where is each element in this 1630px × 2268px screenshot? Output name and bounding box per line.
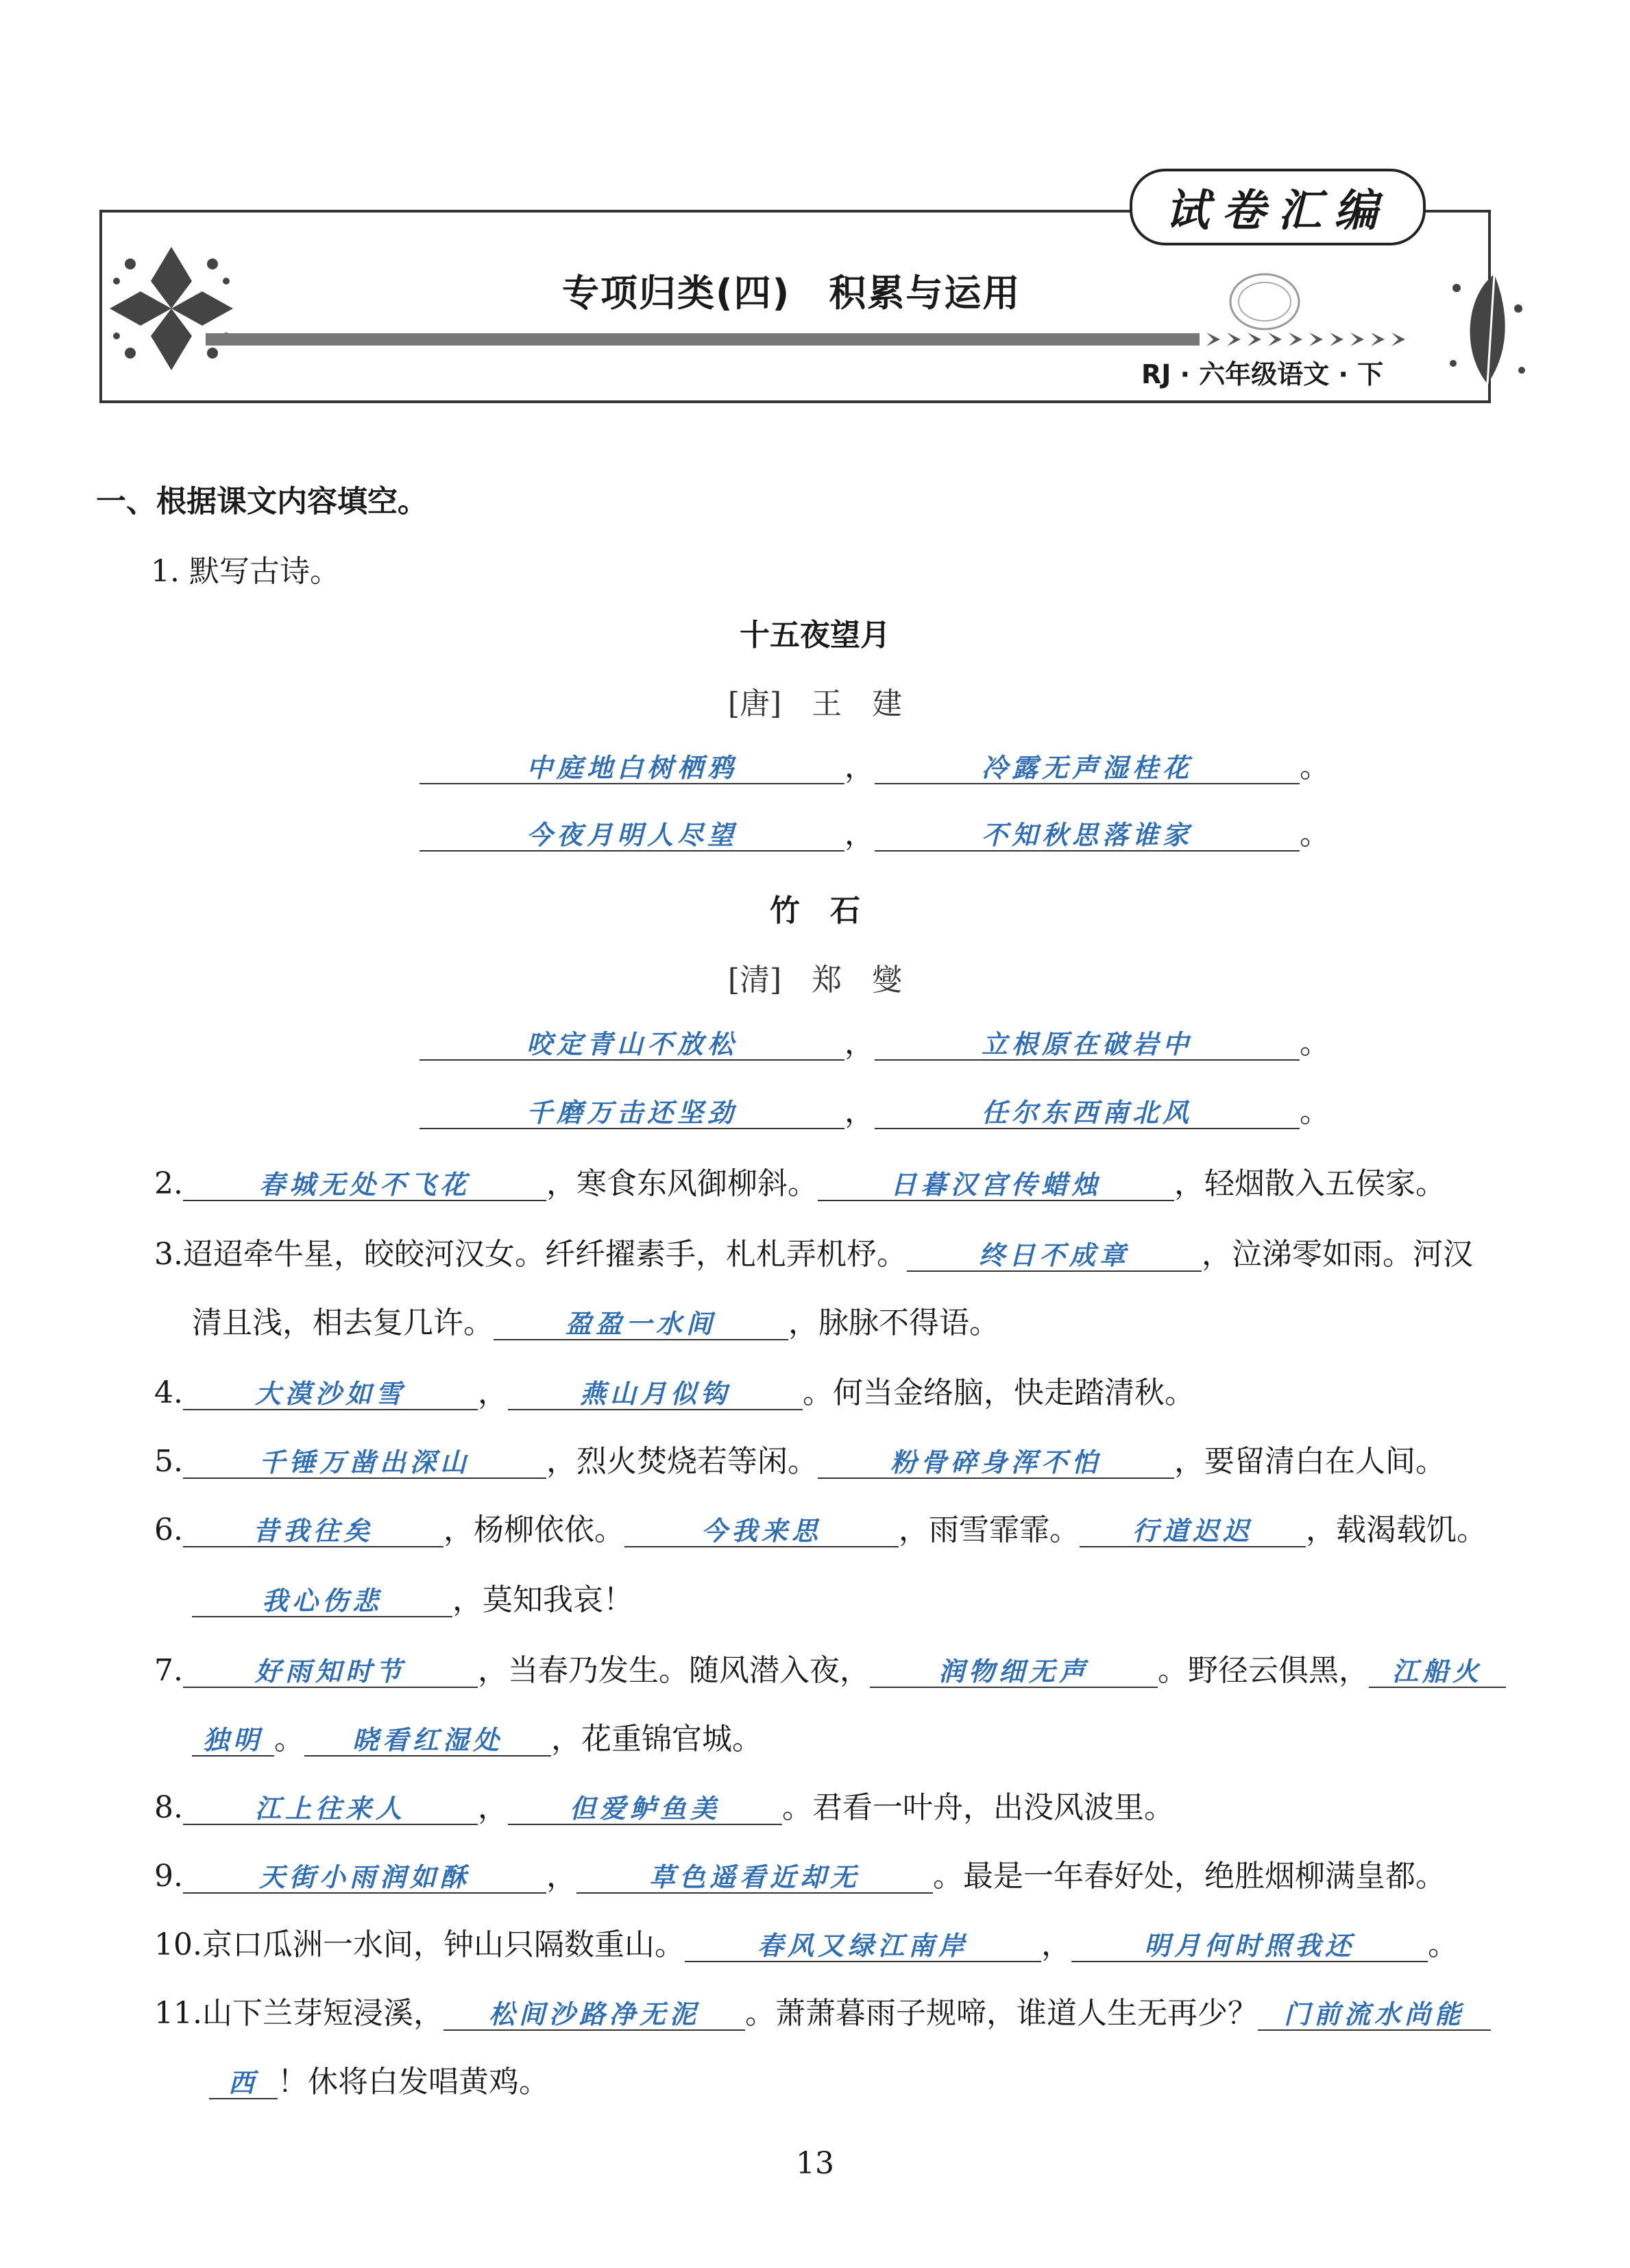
answer-blank[interactable]: 日暮汉宫传蜡烛 xyxy=(818,1171,1174,1201)
answer-blank[interactable]: 千锤万凿出深山 xyxy=(183,1449,546,1479)
stamp-icon xyxy=(1227,271,1302,333)
answer-blank[interactable]: 立根原在破岩中 xyxy=(875,1030,1300,1061)
answer-blank[interactable]: 江上往来人 xyxy=(183,1795,478,1825)
poem1-line1: 中庭地白树栖鸦 ， 冷露无声湿桂花 。 xyxy=(419,742,1330,786)
question-7-line2: 独明 。 晓看红湿处 ，花重锦官城。 xyxy=(192,1714,762,1758)
answer-blank[interactable]: 粉骨碎身浑不怕 xyxy=(818,1449,1174,1479)
page-title: 专项归类(四) 积累与运用 xyxy=(562,272,1021,315)
question-11-line2: 西 ！休将白发唱黄鸡。 xyxy=(209,2057,549,2101)
question-9: 9. 天街小雨润如酥 ， 草色遥看近却无 。最是一年春好处，绝胜烟柳满皇都。 xyxy=(154,1859,1446,1894)
answer-blank[interactable]: 独明 xyxy=(192,1726,274,1757)
answer-blank[interactable]: 千磨万击还坚劲 xyxy=(419,1099,844,1129)
answer-blank[interactable]: 草色遥看近却无 xyxy=(576,1863,933,1894)
grade-subtitle: RJ · 六年级语文 · 下 xyxy=(1141,359,1384,389)
snowflake-ornament-icon xyxy=(103,233,240,384)
answer-blank[interactable]: 咬定青山不放松 xyxy=(419,1030,844,1061)
question-4: 4. 大漠沙如雪 ， 燕山月似钩 。何当金络脑，快走踏清秋。 xyxy=(154,1375,1195,1410)
answer-blank[interactable]: 江船火 xyxy=(1369,1658,1506,1688)
poem1-title: 十五夜望月 xyxy=(740,618,890,653)
poem2-author: [清] 郑 燮 xyxy=(727,963,903,998)
answer-blank[interactable]: 今我来思 xyxy=(624,1517,899,1547)
answer-blank[interactable]: 天街小雨润如酥 xyxy=(183,1863,546,1894)
answer-blank[interactable]: 大漠沙如雪 xyxy=(183,1380,478,1410)
question-3-line2: 清且浅，相去复几许。 盈盈一水间 ，脉脉不得语。 xyxy=(192,1305,999,1340)
answer-blank[interactable]: 春风又绿江南岸 xyxy=(685,1932,1041,1962)
answer-blank[interactable]: 冷露无声湿桂花 xyxy=(875,754,1300,784)
answer-blank[interactable]: 晓看红湿处 xyxy=(304,1726,551,1757)
question-7-line1: 7. 好雨知时节 ，当春乃发生。随风潜入夜， 润物细无声 。野径云俱黑， 江船火 xyxy=(154,1645,1506,1689)
poem1-author: [唐] 王 建 xyxy=(727,686,903,721)
answer-blank[interactable]: 终日不成章 xyxy=(907,1242,1202,1272)
answer-blank[interactable]: 我心伤悲 xyxy=(192,1587,452,1617)
answer-blank[interactable]: 中庭地白树栖鸦 xyxy=(419,754,844,784)
answer-blank[interactable]: 但爱鲈鱼美 xyxy=(508,1795,782,1825)
answer-blank[interactable]: 今夜月明人尽望 xyxy=(419,821,844,852)
answer-blank[interactable]: 昔我往矣 xyxy=(183,1517,443,1547)
question-6-line2: 我心伤悲 ，莫知我哀！ xyxy=(192,1575,633,1619)
leaf-ornament-icon xyxy=(1446,267,1529,391)
header-tag: 试卷汇编 xyxy=(1130,169,1426,245)
answer-blank[interactable]: 任尔东西南北风 xyxy=(875,1099,1300,1129)
poem2-line2: 千磨万击还坚劲 ， 任尔东西南北风 。 xyxy=(419,1087,1330,1131)
answer-blank[interactable]: 润物细无声 xyxy=(870,1658,1158,1688)
question-5: 5. 千锤万凿出深山 ，烈火焚烧若等闲。 粉骨碎身浑不怕 ，要留清白在人间。 xyxy=(154,1444,1446,1479)
question-6-line1: 6. 昔我往矣 ，杨柳依依。 今我来思 ，雨雪霏霏。 行道迟迟 ，载渴载饥。 xyxy=(154,1512,1487,1547)
header-stripe xyxy=(206,330,1439,348)
answer-blank[interactable]: 门前流水尚能 xyxy=(1258,2001,1491,2031)
poem2-line1: 咬定青山不放松 ， 立根原在破岩中 。 xyxy=(419,1018,1330,1062)
section-heading: 一、根据课文内容填空。 xyxy=(96,484,428,519)
question-8: 8. 江上往来人 ， 但爱鲈鱼美 。君看一叶舟，出没风波里。 xyxy=(154,1790,1174,1825)
answer-blank[interactable]: 燕山月似钩 xyxy=(508,1380,803,1410)
answer-blank[interactable]: 盈盈一水间 xyxy=(494,1310,788,1340)
poem1-line2: 今夜月明人尽望 ， 不知秋思落谁家 。 xyxy=(419,809,1330,853)
question-3-line1: 3.迢迢牵牛星，皎皎河汉女。纤纤擢素手，札札弄机杼。 终日不成章 ，泣涕零如雨。河汉 xyxy=(154,1237,1473,1272)
q1-label: 1. 默写古诗。 xyxy=(151,554,340,589)
poem2-title: 竹 石 xyxy=(770,893,860,928)
answer-blank[interactable]: 西 xyxy=(209,2069,278,2099)
answer-blank[interactable]: 明月何时照我还 xyxy=(1071,1932,1428,1962)
question-10: 10.京口瓜洲一水间，钟山只隔数重山。 春风又绿江南岸 ， 明月何时照我还 。 xyxy=(154,1927,1458,1962)
answer-blank[interactable]: 好雨知时节 xyxy=(183,1658,478,1688)
answer-blank[interactable]: 松间沙路净无泥 xyxy=(443,2001,745,2031)
answer-blank[interactable]: 不知秋思落谁家 xyxy=(875,821,1300,852)
question-2: 2. 春城无处不飞花 ，寒食东风御柳斜。 日暮汉宫传蜡烛 ，轻烟散入五侯家。 xyxy=(154,1166,1446,1201)
question-11-line1: 11.山下兰芽短浸溪， 松间沙路净无泥 。萧萧暮雨子规啼，谁道人生无再少？ 门前流水尚能 xyxy=(154,1988,1491,2032)
page-number: 13 xyxy=(796,2146,834,2181)
answer-blank[interactable]: 行道迟迟 xyxy=(1080,1517,1306,1547)
answer-blank[interactable]: 春城无处不飞花 xyxy=(183,1171,546,1201)
